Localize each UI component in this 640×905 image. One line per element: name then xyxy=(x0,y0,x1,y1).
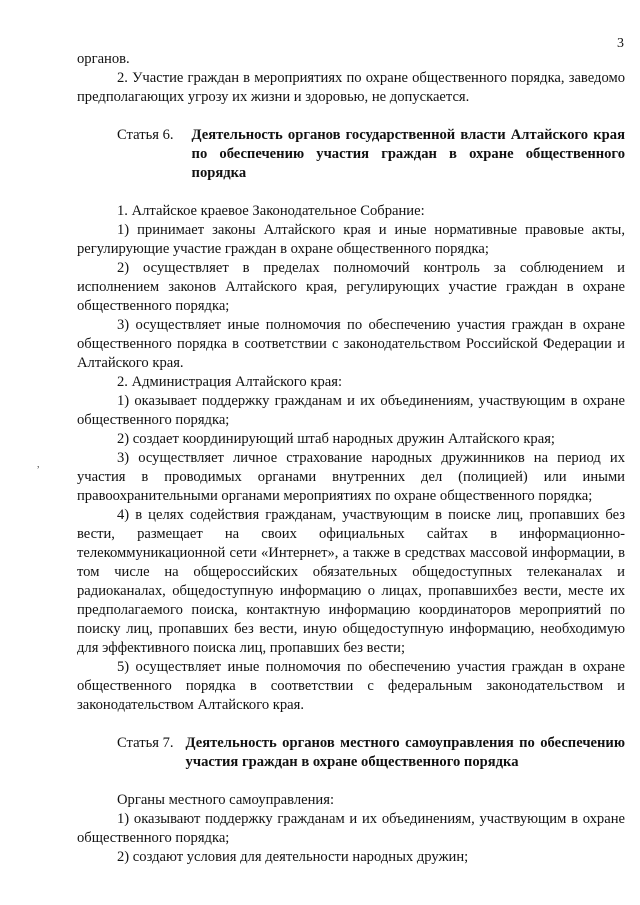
article-6-heading xyxy=(117,126,625,183)
article-7-heading xyxy=(117,734,625,772)
spacer xyxy=(77,715,625,734)
spacer xyxy=(77,772,625,791)
art6-para-1-2: 2) осуществляет в пределах полномочий контроль за соблюдением и исполнением законов Алтайского края, регулирующих участие граждан в охране общественного порядка; xyxy=(77,260,625,314)
art6-para-2-5: 5) осуществляет иные полномочия по обеспечению участия граждан в охране общественного порядка в соответствии с федеральным законодательством и законодательством Алтайского края. xyxy=(77,659,625,713)
art6-para-1-1: 1) принимает законы Алтайского края и иные нормативные правовые акты, регулирующие участие граждан в охране общественного порядка; xyxy=(77,222,625,257)
document-body xyxy=(77,50,625,867)
art6-para-1-3: 3) осуществляет иные полномочия по обеспечению участия граждан в охране общественного порядка в соответствии с законодательством Российской Федерации и Алтайского края. xyxy=(77,317,625,371)
art6-para-2: 2. Администрация Алтайского края: xyxy=(117,374,342,390)
article-7-number: Статья 7. xyxy=(117,735,174,751)
stray-mark: , xyxy=(37,459,40,470)
page-number: 3 xyxy=(617,36,624,51)
article-6-title: Деятельность органов государственной власти Алтайского края по обеспечению участия граждан в охране общественного порядка xyxy=(191,127,625,181)
art6-para-2-3: 3) осуществляет личное страхование народных дружинников на период их участия в проводимых органами внутренних дел (полицией) или иными правоохранительными органами мероприятиях по охране общественного порядка; xyxy=(77,450,625,504)
paragraph-continuation: органов. xyxy=(77,51,130,67)
article-6-number: Статья 6. xyxy=(117,127,174,143)
article-7-title: Деятельность органов местного самоуправления по обеспечению участия граждан в охране общественного порядка xyxy=(185,735,625,770)
spacer xyxy=(77,183,625,202)
art6-para-1: 1. Алтайское краевое Законодательное Собрание: xyxy=(117,203,425,219)
paragraph-art5-item2: 2. Участие граждан в мероприятиях по охране общественного порядка, заведомо предполагающих угрозу их жизни и здоровью, не допускается. xyxy=(77,70,625,105)
art7-para-2: 2) создают условия для деятельности народных дружин; xyxy=(117,849,469,865)
spacer xyxy=(77,107,625,126)
art6-para-2-1: 1) оказывает поддержку гражданам и их объединениям, участвующим в охране общественного порядка; xyxy=(77,393,625,428)
art7-para-1: 1) оказывают поддержку гражданам и их объединениям, участвующим в охране общественного порядка; xyxy=(77,811,625,846)
art6-para-2-4: 4) в целях содействия гражданам, участвующим в поиске лиц, пропавших без вести, размещает на своих официальных сайтах в информационно-телекоммуникационной сети «Интернет», а также в средствах массовой информации, в том числе на общероссийских обязательных общедоступных телеканалах и радиоканалах, общедоступную информацию о лицах, пропавшихбез вести, месте их предполагаемого поиска, контактную информацию координаторов мероприятий по поиску лиц, пропавших без вести, иную общедоступную информацию, необходимую для эффективного поиска лиц, пропавших без вести; xyxy=(77,507,625,656)
art6-para-2-2: 2) создает координирующий штаб народных дружин Алтайского края; xyxy=(117,431,555,447)
art7-para-0: Органы местного самоуправления: xyxy=(117,792,335,808)
